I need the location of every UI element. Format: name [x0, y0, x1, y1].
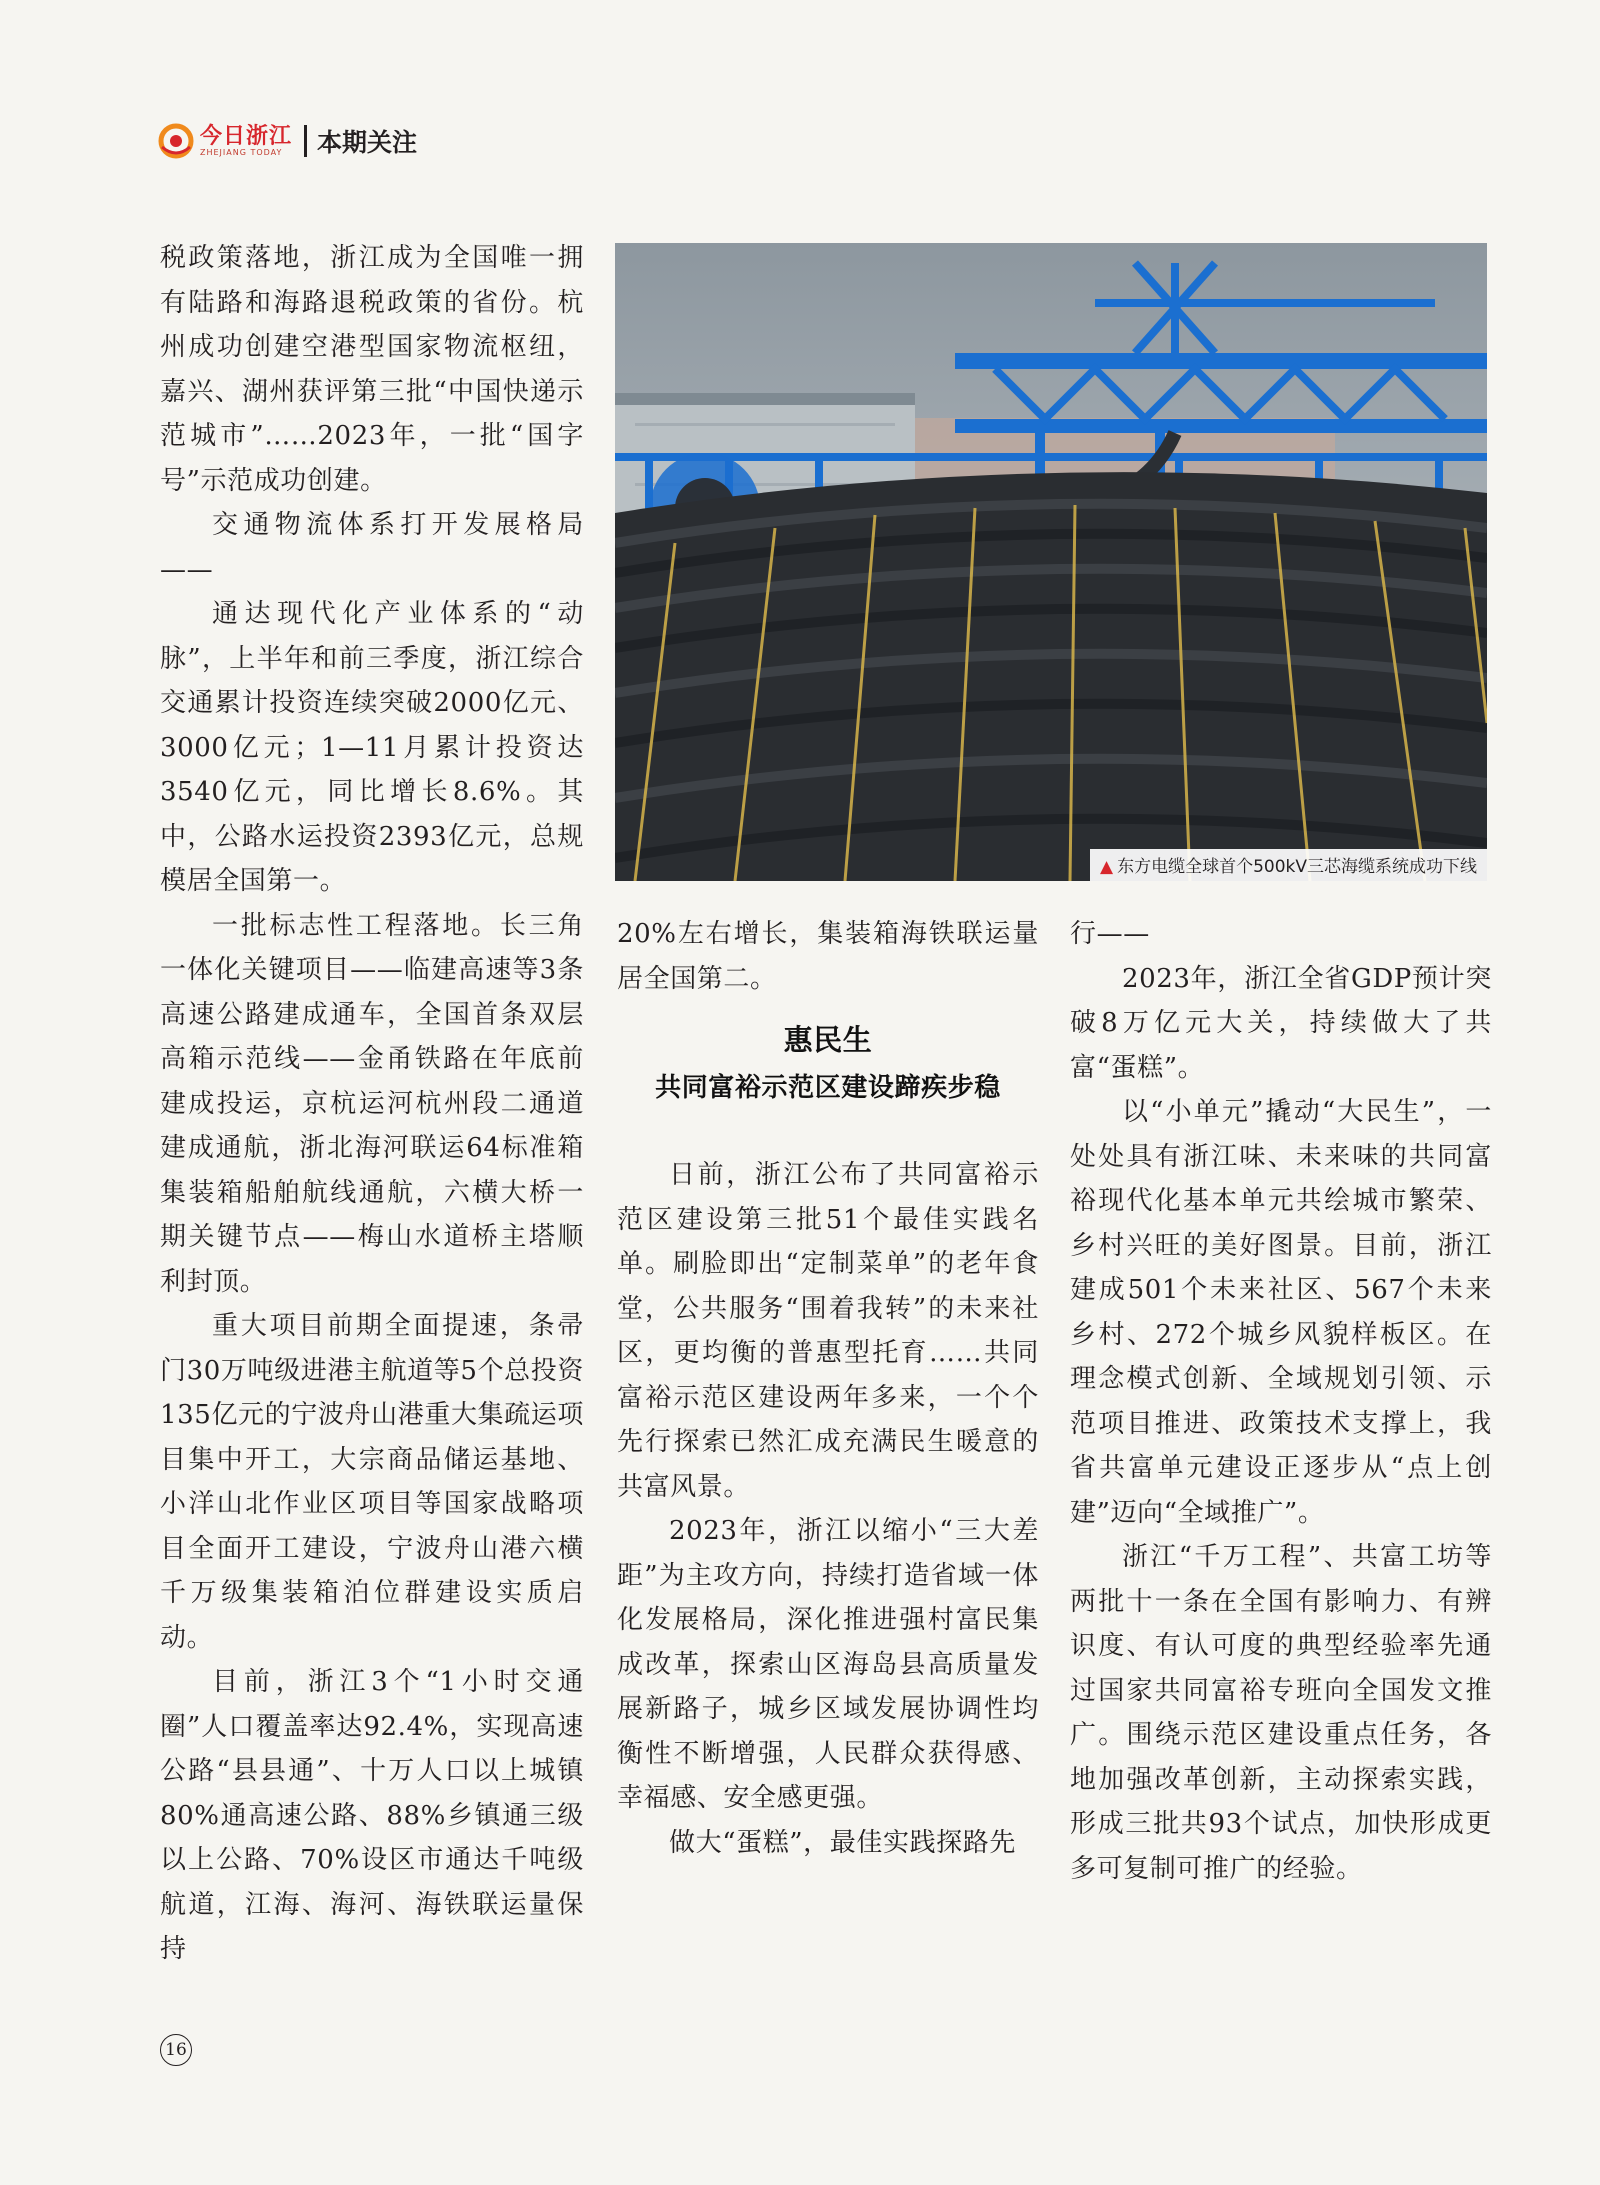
spacer	[617, 1111, 1039, 1153]
cable-factory-photo	[615, 243, 1487, 881]
photo-caption	[1090, 849, 1487, 881]
paragraph: 做大“蛋糕”，最佳实践探路先	[669, 1827, 1016, 1858]
paragraph: 一批标志性工程落地。长三角一体化关键项目——临建高速等3条高速公路建成通车，全国首条双层高箱示范线——金甬铁路在年底前建成投运，京杭运河杭州段二通道建成通航，浙北海河联运64标准箱集装箱船舶航线通航，六横大桥一期关键节点——梅山水道桥主塔顺利封顶。	[160, 910, 584, 1297]
column-2	[617, 912, 1039, 1865]
page-number: 16	[160, 2034, 192, 2066]
paragraph: 税政策落地，浙江成为全国唯一拥有陆路和海路退税政策的省份。杭州成功创建空港型国家物流枢纽，嘉兴、湖州获评第三批“中国快递示范城市”……2023年，一批“国字号”示范成功创建。	[160, 243, 584, 496]
paragraph: 日前，浙江公布了共同富裕示范区建设第三批51个最佳实践名单。刷脸即出“定制菜单”的老年食堂，公共服务“围着我转”的未来社区，更均衡的普惠型托育……共同富裕示范区建设两年多来，一个个先行探索已然汇成充满民生暖意的共富风景。	[617, 1160, 1039, 1502]
paragraph: 浙江“千万工程”、共富工坊等两批十一条在全国有影响力、有辨识度、有认可度的典型经验率先通过国家共同富裕专班向全国发文推广。围绕示范区建设重点任务，各地加强改革创新，主动探索实践，形成三批共93个试点，加快形成更多可复制可推广的经验。	[1070, 1542, 1492, 1884]
column-1	[160, 236, 584, 1972]
paragraph: 通达现代化产业体系的“动脉”，上半年和前三季度，浙江综合交通累计投资连续突破2000亿元、3000亿元；1—11月累计投资达3540亿元，同比增长8.6%。其中，公路水运投资2393亿元，总规模居全国第一。	[160, 599, 584, 896]
logo	[200, 125, 292, 157]
paragraph: 2023年，浙江全省GDP预计突破8万亿元大关，持续做大了共富“蛋糕”。	[1070, 963, 1492, 1083]
heading-subtitle: 共同富裕示范区建设蹄疾步稳	[655, 1073, 1001, 1103]
paragraph: 2023年，浙江以缩小“三大差距”为主攻方向，持续打造省域一体化发展格局，深化推进强村富民集成改革，探索山区海岛县高质量发展新路子，城乡区域发展协调性均衡性不断增强，人民群众获得感、幸福感、安全感更强。	[617, 1516, 1039, 1813]
section-title: 本期关注	[317, 128, 418, 157]
paragraph: 重大项目前期全面提速，条帚门30万吨级进港主航道等5个总投资135亿元的宁波舟山港重大集疏运项目集中开工，大宗商品储运基地、小洋山北作业区项目等国家战略项目全面开工建设，宁波舟山港六横千万级集装箱泊位群建设实质启动。	[160, 1311, 584, 1653]
caption-text: 东方电缆全球首个500kV三芯海缆系统成功下线	[1117, 857, 1477, 877]
page-header	[158, 116, 417, 166]
paragraph: 目前，浙江3个“1小时交通圈”人口覆盖率达92.4%，实现高速公路“县县通”、十万人口以上城镇80%通高速公路、88%乡镇通三级以上公路、70%设区市通达千吨级航道，江海、海河、海铁联运量保持	[160, 1667, 584, 1964]
logo-icon	[158, 123, 194, 159]
paragraph: 20%左右增长，集装箱海铁联运量居全国第二。	[617, 919, 1039, 994]
section-heading	[617, 1015, 1039, 1111]
header-divider	[304, 125, 307, 157]
column-3	[1070, 912, 1492, 1891]
photo-illustration	[615, 243, 1487, 881]
logo-subtitle: ZHEJIANG TODAY	[200, 148, 283, 157]
paragraph: 以“小单元”撬动“大民生”，一处处具有浙江味、未来味的共同富裕现代化基本单元共绘城市繁荣、乡村兴旺的美好图景。目前，浙江建成501个未来社区、567个未来乡村、272个城乡风貌样板区。在理念模式创新、全域规划引领、示范项目推进、政策技术支撑上，我省共富单元建设正逐步从“点上创建”迈向“全域推广”。	[1070, 1097, 1492, 1528]
logo-title: 今日浙江	[200, 123, 293, 149]
heading-title: 惠民生	[783, 1023, 873, 1057]
paragraph: 行——	[1070, 919, 1150, 949]
paragraph: 交通物流体系打开发展格局——	[160, 510, 584, 585]
caption-triangle-icon: ▲	[1100, 857, 1114, 877]
